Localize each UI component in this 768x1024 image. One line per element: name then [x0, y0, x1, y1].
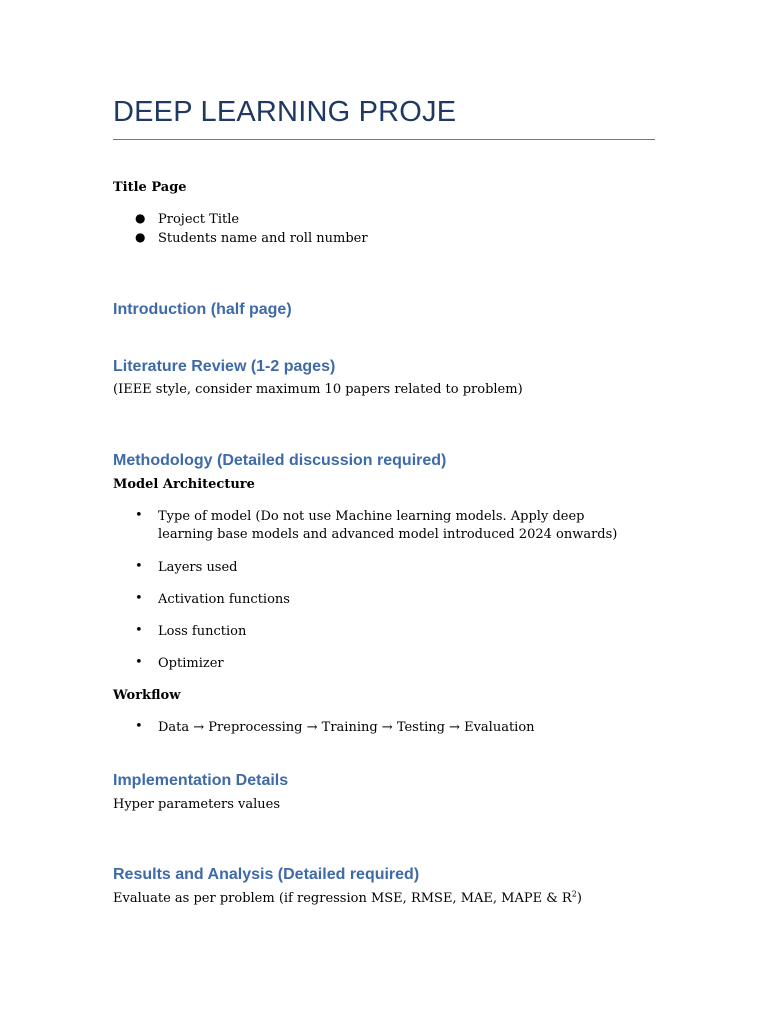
bullet-icon: • — [135, 508, 143, 523]
introduction-heading: Introduction (half page) — [113, 301, 292, 318]
methodology-heading: Methodology (Detailed discussion required) — [113, 452, 447, 469]
workflow-label: Workflow — [113, 688, 181, 703]
list-item: Project Title — [158, 212, 240, 227]
bullet-icon: ● — [135, 230, 146, 244]
results-note: Evaluate as per problem (if regression MSE, RMSE, MAE, MAPE & $R^2$) — [113, 889, 582, 906]
list-item: Loss function — [158, 624, 247, 639]
bullet-icon: • — [135, 719, 143, 734]
implementation-heading: Implementation Details — [113, 772, 289, 789]
results-heading: Results and Analysis (Detailed required) — [113, 866, 420, 883]
bullet-icon: • — [135, 623, 143, 638]
bullet-icon: • — [135, 655, 143, 670]
superscript-two: 2 — [571, 889, 577, 899]
list-item: Activation functions — [158, 592, 290, 607]
bullet-icon: • — [135, 591, 143, 606]
list-item: Type of model (Do not use Machine learning models. Apply deep learning base models and advanced model introduced 2024 onwards) — [158, 509, 618, 542]
list-item: Data → Preprocessing → Training → Testing → Evaluation — [158, 720, 535, 735]
literature-review-heading: Literature Review (1-2 pages) — [113, 358, 336, 375]
literature-review-note: (IEEE style, consider maximum 10 papers related to problem) — [113, 382, 523, 397]
title-underline — [113, 139, 655, 140]
implementation-note: Hyper parameters values — [113, 797, 281, 812]
document-title: DEEP LEARNING PROJE — [113, 96, 457, 128]
model-architecture-label: Model Architecture — [113, 477, 255, 492]
list-item: Optimizer — [158, 656, 224, 671]
bullet-icon: • — [135, 559, 143, 574]
list-item: Students name and roll number — [158, 231, 368, 246]
bullet-icon: ● — [135, 211, 146, 225]
list-item: Layers used — [158, 560, 238, 575]
title-page-label: Title Page — [113, 180, 187, 195]
